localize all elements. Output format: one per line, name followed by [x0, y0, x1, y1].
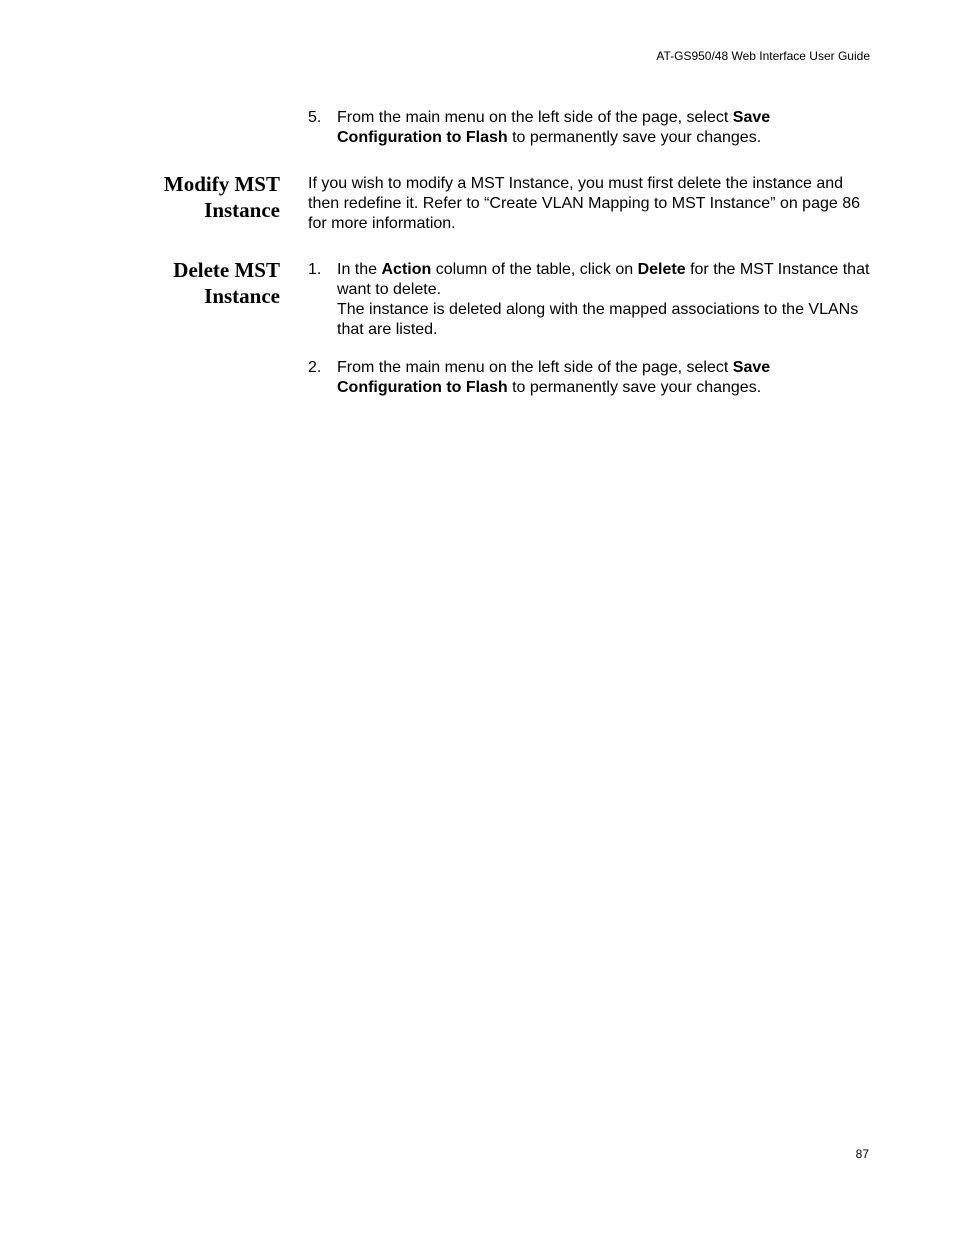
- page-number: 87: [855, 1147, 869, 1161]
- heading-delete-mst-instance: Delete MST Instance: [173, 258, 280, 308]
- heading-modify-mst-instance: Modify MST Instance: [163, 172, 280, 222]
- step-5: [308, 108, 878, 148]
- step-number: 1.: [308, 261, 322, 278]
- step-text: From the main menu on the left side of the page, select Save Configuration to Flash to permanently save your changes.: [337, 359, 771, 396]
- step-text: From the main menu on the left side of the page, select Save Configuration to Flash to permanently save your changes.: [337, 109, 771, 146]
- modify-paragraph: If you wish to modify a MST Instance, you must first delete the instance and then redefine it. Refer to “Create VLAN Mapping to MST Instance” on page 86 for more information.: [308, 175, 861, 232]
- running-header: AT-GS950/48 Web Interface User Guide: [656, 49, 870, 63]
- delete-option-label: Delete: [637, 261, 686, 278]
- step-number: 5.: [308, 109, 322, 126]
- step-number: 2.: [308, 359, 322, 376]
- delete-step-1: [308, 260, 878, 340]
- step-note: The instance is deleted along with the mapped associations to the VLANs that are listed.: [337, 301, 859, 338]
- menu-option-save-configuration: Save Configuration to Flash: [337, 359, 771, 396]
- menu-option-save-configuration: Save Configuration to Flash: [337, 109, 771, 146]
- step-text: In the Action column of the table, click on Delete for the MST Instance that want to delete. The instance is deleted along with the mapped associations to the VLANs that are listed.: [337, 260, 878, 340]
- delete-step-2: [308, 358, 878, 398]
- action-column-label: Action: [381, 261, 432, 278]
